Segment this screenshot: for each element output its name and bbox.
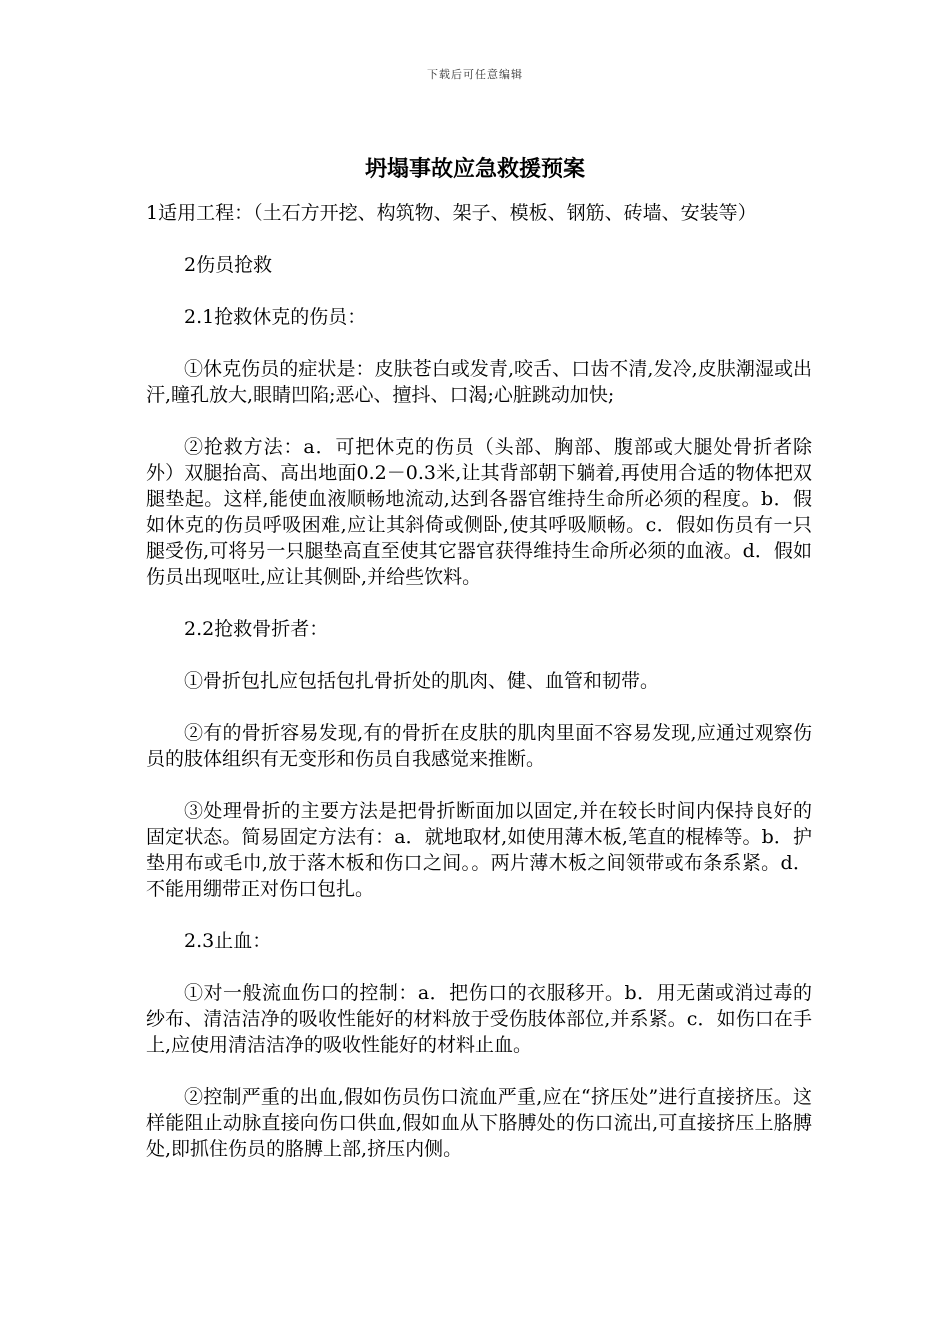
paragraph-bleeding-2: ②控制严重的出血,假如伤员伤口流血严重,应在“挤压处”进行直接挤压。这样能阻止动脉直接向伤口供血,假如血从下胳膊处的伤口流出,可直接挤压上胳膊处,即抓住伤员的胳膊上部,挤压内侧。 — [146, 1086, 812, 1160]
paragraph-shock-symptoms: ①休克伤员的症状是：皮肤苍白或发青,咬舌、口齿不清,发冷,皮肤潮湿或出汗,瞳孔放大,眼睛凹陷;恶心、擅抖、口渴;心脏跳动加快; — [146, 358, 812, 406]
paragraph-scope: 1适用工程：（土石方开挖、构筑物、架子、模板、钢筋、砖墙、安装等） — [146, 202, 757, 224]
paragraph-fracture-2: ②有的骨折容易发现,有的骨折在皮肤的肌肉里面不容易发现,应通过观察伤员的肢体组织有无变形和伤员自我感觉来推断。 — [146, 722, 812, 770]
paragraph-fracture-1: ①骨折包扎应包括包扎骨折处的肌肉、健、血管和韧带。 — [184, 670, 660, 692]
heading-casualty-rescue: 2伤员抢救 — [184, 254, 273, 276]
document-body — [146, 200, 812, 1188]
heading-shock-rescue: 2.1抢救休克的伤员： — [184, 306, 367, 328]
paragraph-bleeding-1: ①对一般流血伤口的控制：a．把伤口的衣服移开。b．用无菌或消过毒的纱布、清洁洁净的吸收性能好的材料放于受伤肢体部位,并系紧。c．如伤口在手上,应使用清洁洁净的吸收性能好的材料止血。 — [146, 982, 812, 1056]
heading-fracture-rescue: 2.2抢救骨折者： — [184, 618, 329, 640]
heading-bleeding-control: 2.3止血： — [184, 930, 272, 952]
document-title: 坍塌事故应急救援预案 — [364, 157, 585, 182]
header-note: 下载后可任意编辑 — [427, 68, 523, 81]
paragraph-shock-methods: ②抢救方法：a．可把休克的伤员（头部、胸部、腹部或大腿处骨折者除外）双腿抬高、高出地面0.2－0.3米,让其背部朝下躺着,再使用合适的物体把双腿垫起。这样,能使血液顺畅地流动,达到各器官维持生命所必须的程度。b．假如休克的伤员呼吸困难,应让其斜倚或侧卧,使其呼吸顺畅。c．假如伤员有一只腿受伤,可将另一只腿垫高直至使其它器官获得维持生命所必须的血液。d．假如伤员出现呕吐,应让其侧卧,并给些饮料。 — [146, 436, 812, 588]
paragraph-fracture-3: ③处理骨折的主要方法是把骨折断面加以固定,并在较长时间内保持良好的固定状态。简易固定方法有：a．就地取材,如使用薄木板,笔直的棍棒等。b．护垫用布或毛巾,放于落木板和伤口之间。。两片薄木板之间领带或布条系紧。d．不能用绷带正对伤口包扎。 — [146, 800, 812, 900]
